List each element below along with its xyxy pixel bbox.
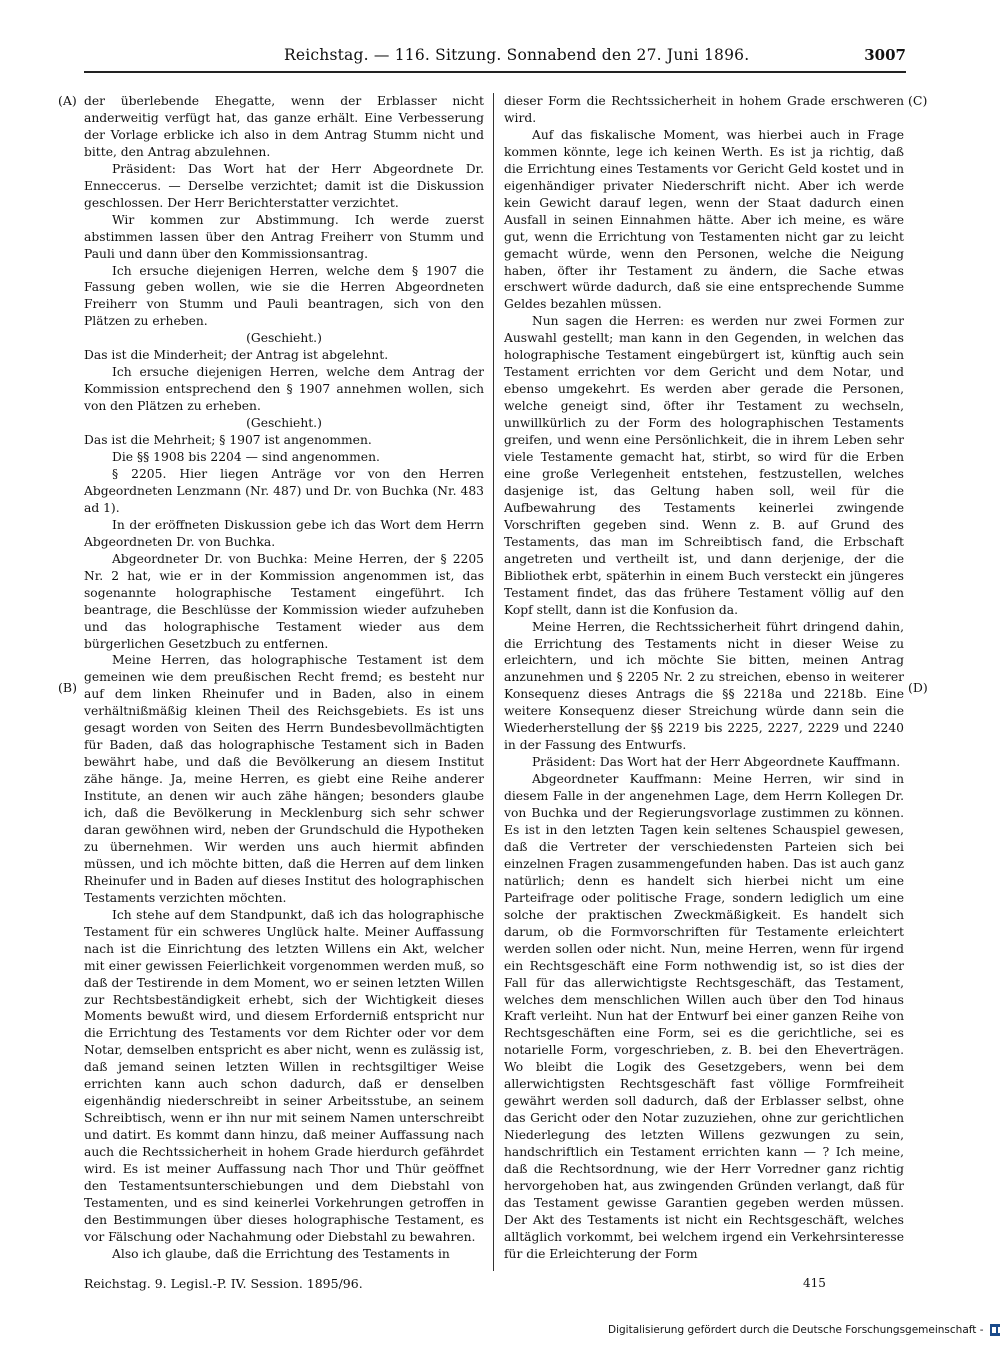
header-rule <box>84 71 906 73</box>
paragraph: Ich ersuche diejenigen Herren, welche dem § 1907 die Fassung geben wollen, wie sie die Herren Abgeordneten Freiherr von Stumm und Pauli beantragen, sich von den Plätzen zu erheben. <box>84 263 484 329</box>
header-page-number: 3007 <box>864 46 906 64</box>
margin-marker-c: (C) <box>908 93 928 108</box>
paragraph: Das ist die Minderheit; der Antrag ist abgelehnt. <box>84 348 389 363</box>
footer-page-number: 415 <box>803 1276 826 1290</box>
digitization-notice <box>608 1324 1000 1336</box>
digitization-text: Digitalisierung gefördert durch die Deutsche Forschungsgemeinschaft - <box>608 1324 984 1336</box>
footer-session-info: Reichstag. 9. Legisl.-P. IV. Session. 1895/96. <box>84 1276 363 1291</box>
paragraph: Die §§ 1908 bis 2204 — sind angenommen. <box>112 450 380 465</box>
column-divider <box>493 93 494 1271</box>
paragraph: Das ist die Mehrheit; § 1907 ist angenommen. <box>84 433 372 448</box>
paragraph: dieser Form die Rechtssicherheit in hohem Grade erschweren wird. <box>504 94 904 125</box>
stage-direction: (Geschieht.) <box>246 331 322 346</box>
paragraph: der überlebende Ehegatte, wenn der Erblasser nicht anderweitig verfügt hat, das ganze erhält. Eine Verbesserung der Vorlage erblicke ich also in dem Antrag Stumm nicht und bitte, den Antrag abzulehnen. <box>84 94 484 159</box>
right-column <box>504 93 904 1263</box>
paragraph: Abgeordneter Kauffmann: Meine Herren, wir sind in diesem Falle in der angenehmen Lage, dem Herrn Kollegen Dr. von Buchka und der Regierungsvorlage zustimmen zu können. Es ist in den letzten Tagen kein seltenes Schauspiel gewesen, daß die Vertreter der verschiedensten Parteien sich bei einzelnen Fragen zusammengefunden haben. Das ist auch ganz natürlich; denn es handelt sich hierbei nicht um eine Parteifrage oder politische Frage, sondern lediglich um eine solche der praktischen Zweckmäßigkeit. Es handelt sich darum, ob die Formvorschriften für Testamente erleichtert werden sollen oder nicht. Nun, meine Herren, wenn für irgend ein Rechtsgeschäft eine Form nothwendig ist, so ist dies der Fall für das allerwichtigste Rechtsgeschäft, das Testament, welches dem menschlichen Willen auch über den Tod hinaus Kraft verleiht. Nun hat der Entwurf bei einer ganzen Reihe von Rechtsgeschäften eine Form, sei es die gerichtliche, sei es notarielle Form, vorgeschrieben, z. B. bei den Eheverträgen. Wo bleibt die Logik des Gesetzgebers, wenn bei dem allerwichtigsten Rechtsgeschäft fast völlige Formfreiheit gewährt werden soll dadurch, daß der Erblasser selbst, ohne das Gericht oder den Notar zuzuziehen, ohne zur gerichtlichen Niederlegung des letzten Willens gezwungen zu sein, handschriftlich ein Testament errichten kann — ? Ich meine, daß die Rechtsordnung, wie der Herr Vorredner ganz richtig hervorgehoben hat, aus zwingenden Gründen verlangt, daß für das Testament gewisse Garantien gegeben werden müssen. Der Akt des Testaments ist nicht ein Rechtsgeschäft, welches alltäglich vorkommt, bei welchem irgend ein Verkehrsinteresse für die Erleichterung der Form <box>504 772 904 1261</box>
header-title: Reichstag. — 116. Sitzung. Sonnabend den 27. Juni 1896. <box>284 46 750 64</box>
paragraph: Meine Herren, das holographische Testament ist dem gemeinen wie dem preußischen Recht fremd; es besteht nur auf dem linken Rheinufer und in Baden, also in einem verhältnißmäßig kleinen Theil des Reichsgebiets. Es ist uns gesagt worden von Seiten des Herrn Bundesbevollmächtigten für Baden, daß das holographische Testament sich in Baden bewährt habe, und daß die Bevölkerung an diesem Institut zähe hänge. Ja, meine Herren, es giebt eine Reihe anderer Institute, an denen wir auch zähe hängen; besonders glaube ich, daß die Bevölkerung in Mecklenburg sich sehr schwer daran gewöhnen wird, neben der Grundschuld die Hypotheken zu übernehmen. Wir werden uns auch hiermit abfinden müssen, und ich möchte bitten, daß die Herren auf dem linken Rheinufer und in Baden auf dieses Institut des holographischen Testaments verzichten möchten. <box>84 653 484 905</box>
paragraph: Ich stehe auf dem Standpunkt, daß ich das holographische Testament für ein schweres Unglück halte. Meiner Auffassung nach ist die Einrichtung des letzten Willens ein Akt, welcher mit einer gewissen Feierlichkeit vorgenommen werden muß, so daß der Testirende in dem Moment, wo er seinen letzten Willen zur Rechtsbeständigkeit erhebt, sich der Wichtigkeit dieses Moments bewußt wird, und diesem Erforderniß entspricht nur die Errichtung des Testaments vor dem Richter oder vor dem Notar, demselben entspricht es aber nicht, wenn es zulässig ist, daß jemand seinen letzten Willen in rechtsgiltiger Weise errichten kann auch schon dadurch, daß er denselben eigenhändig niederschreibt in seiner Arbeitsstube, an seinem Schreibtisch, wenn er ihn nur mit seinem Namen unterschreibt und datirt. Es kommt dann hinzu, daß meiner Auffassung nach auch die Rechtssicherheit in hohem Grade hierdurch gefährdet wird. Es ist meiner Auffassung nach Thor und Thür geöffnet den Testamentsunterschiebungen und dem Diebstahl von Testamenten, und es sind keinerlei Vorkehrungen getroffen in den Bestimmungen über dieses holographische Testament, es vor Fälschung oder Nachahmung oder Diebstahl zu bewahren. <box>84 907 484 1244</box>
paragraph: Also ich glaube, daß die Errichtung des Testaments in <box>112 1246 450 1261</box>
paragraph: Nun sagen die Herren: es werden nur zwei Formen zur Auswahl gestellt; man kann in den Gegenden, in welchen das holographische Testament eingebürgert ist, künftig auch sein Testament errichten vor dem Gericht und dem Notar, und ebenso umgekehrt. Es werden aber gerade die Personen, welche geneigt sind, öfter ihr Testament zu wechseln, unwillkürlich zu der Form des holographischen Testaments greifen, und wenn eine Persönlichkeit, die in ihrem Leben sehr viele Testamente gemacht hat, stirbt, so wird für die Erben eine große Verlegenheit entstehen, festzustellen, welches dasjenige ist, das Geltung haben soll, weil für die Aufbewahrung des Testaments keinerlei zwingende Vorschriften gegeben sind. Wenn z. B. auf Grund des Testaments, das man im Schreibtisch fand, die Erbschaft angetreten und vertheilt ist, und dann derjenige, der die Bibliothek erbt, späterhin in einem Buch versteckt ein jüngeres Testament findet, das das frühere Testament völlig auf den Kopf stellt, dann ist die Konfusion da. <box>504 314 904 617</box>
stage-direction: (Geschieht.) <box>246 416 322 431</box>
left-column <box>84 93 484 1263</box>
margin-marker-a: (A) <box>58 93 77 108</box>
margin-marker-d: (D) <box>908 680 928 695</box>
paragraph: Abgeordneter Dr. von Buchka: Meine Herren, der § 2205 Nr. 2 hat, wie er in der Kommission angenommen ist, das sogenannte holographische Testament eingeführt. Ich beantrage, die Beschlüsse der Kommission wieder aufzuheben und das holographische Testament wieder aus dem bürgerlichen Gesetzbuch zu entfernen. <box>84 551 484 651</box>
page-header <box>84 44 906 66</box>
paragraph: Präsident: Das Wort hat der Herr Abgeordnete Dr. Enneccerus. — Derselbe verzichtet; damit ist die Diskussion geschlossen. Der Herr Berichterstatter verzichtet. <box>84 161 484 210</box>
paragraph: In der eröffneten Diskussion gebe ich das Wort dem Herrn Abgeordneten Dr. von Buchka. <box>84 517 484 549</box>
margin-marker-b: (B) <box>58 680 77 695</box>
paragraph: Auf das fiskalische Moment, was hierbei auch in Frage kommen könnte, lege ich keinen Werth. Es ist ja richtig, daß die Errichtung eines Testaments vor Gericht Geld kostet und in eigenhändiger privater Niederschrift nicht. Aber ich werde kein Gewicht darauf legen, wenn der Staat dadurch einen Ausfall in seinen Einnahmen hätte. Aber ich meine, es wäre gut, wenn die Errichtung von Testamenten nicht gar zu leicht gemacht würde, wenn den Personen, welche die Neigung haben, öfter ihr Testament zu ändern, die Sache etwas erschwert würde dadurch, daß sie eine entsprechende Summe Geldes bezahlen müssen. <box>504 127 904 312</box>
paragraph: § 2205. Hier liegen Anträge vor von den Herren Abgeordneten Lenzmann (Nr. 487) und Dr. von Buchka (Nr. 483 ad 1). <box>84 466 484 515</box>
paragraph: Meine Herren, die Rechtssicherheit führt dringend dahin, die Errichtung des Testaments nicht in dieser Weise zu erleichtern, und ich möchte Sie bitten, meinen Antrag anzunehmen und § 2205 Nr. 2 zu streichen, ebenso in weiterer Konsequenz dieses Antrags die §§ 2218a und 2218b. Eine weitere Konsequenz dieser Streichung würde dann sein die Wiederherstellung der §§ 2219 bis 2225, 2227, 2229 und 2240 in der Fassung des Entwurfs. <box>504 619 904 753</box>
paragraph: Wir kommen zur Abstimmung. Ich werde zuerst abstimmen lassen über den Antrag Freiherr von Stumm und Pauli und dann über den Kommissionsantrag. <box>84 212 484 261</box>
dfg-logo-icon <box>990 1324 1000 1336</box>
paragraph: Ich ersuche diejenigen Herren, welche dem Antrag der Kommission entsprechend den § 1907 annehmen wollen, sich von den Plätzen zu erheben. <box>84 365 484 414</box>
paragraph: Präsident: Das Wort hat der Herr Abgeordnete Kauffmann. <box>532 755 901 770</box>
